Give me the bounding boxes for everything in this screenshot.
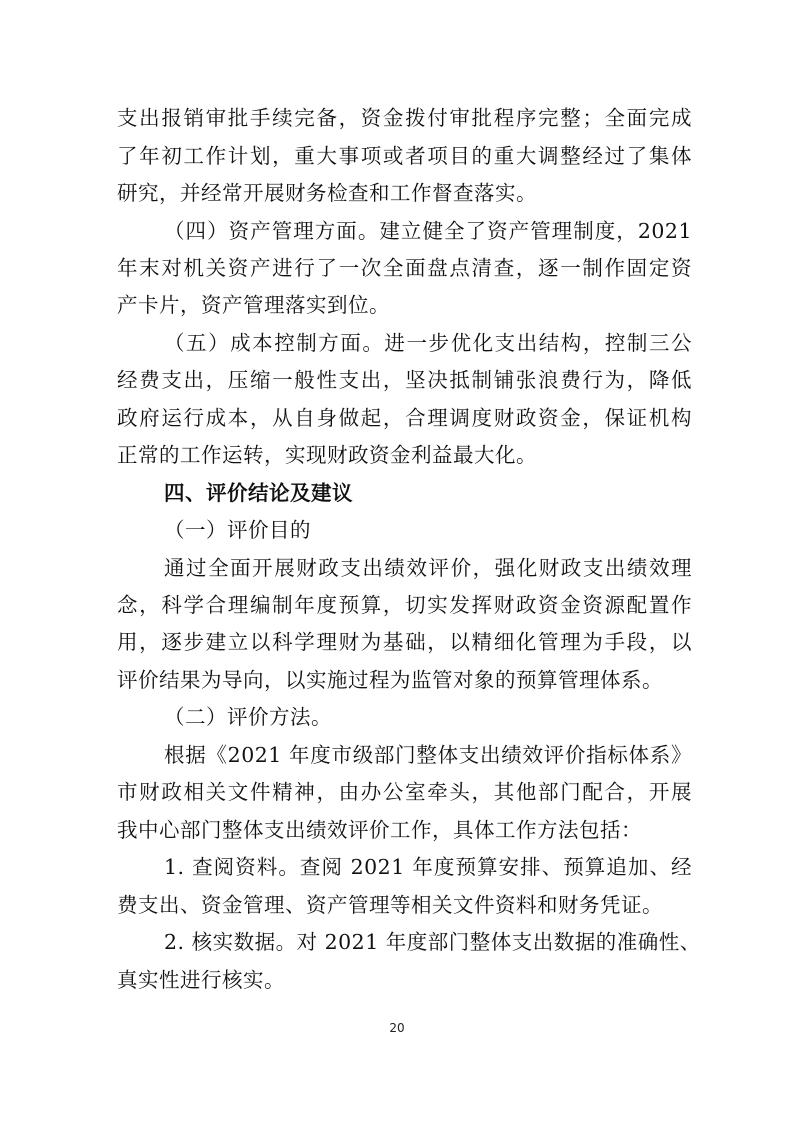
list-item-start: 2. 核实数据。对 2021 年度部门整体支出数据的准确性、 — [164, 930, 701, 954]
body-text-line: 费支出、资金管理、资产管理等相关文件资料和财务凭证。 — [117, 893, 663, 917]
body-text-line: 我中心部门整体支出绩效评价工作，具体工作方法包括： — [117, 818, 642, 842]
body-text-line: 念，科学合理编制年度预算，切实发挥财政资金资源配置作 — [117, 593, 692, 617]
body-text-line: 用，逐步建立以科学理财为基础，以精细化管理为手段，以 — [117, 630, 692, 654]
subsection-heading: （一）评价目的 — [164, 518, 311, 542]
body-text-line: 年末对机关资产进行了一次全面盘点清查，逐一制作固定资 — [117, 256, 692, 280]
body-text-line: 真实性进行核实。 — [117, 968, 285, 992]
body-text-line: 政府运行成本，从自身做起，合理调度财政资金，保证机构 — [117, 406, 692, 430]
body-text-line: 市财政相关文件精神，由办公室牵头，其他部门配合，开展 — [117, 780, 692, 804]
page-number: 20 — [389, 1021, 405, 1035]
section-paragraph-start: 通过全面开展财政支出绩效评价，强化财政支出绩效理 — [164, 556, 692, 580]
subsection-heading: （二）评价方法。 — [164, 705, 332, 729]
body-text-line: 评价结果为导向，以实施过程为监管对象的预算管理体系。 — [117, 668, 663, 692]
section-paragraph-start: （五）成本控制方面。进一步优化支出结构，控制三公 — [164, 331, 692, 355]
section-heading: 四、评价结论及建议 — [164, 481, 353, 505]
body-text-line: 研究，并经常开展财务检查和工作督查落实。 — [117, 181, 537, 205]
body-text-line: 了年初工作计划，重大事项或者项目的重大调整经过了集体 — [117, 144, 692, 168]
section-paragraph-start: （四）资产管理方面。建立健全了资产管理制度，2021 — [164, 219, 692, 243]
body-text-line: 经费支出，压缩一般性支出，坚决抵制铺张浪费行为，降低 — [117, 368, 692, 392]
list-item-start: 1. 查阅资料。查阅 2021 年度预算安排、预算追加、经 — [164, 855, 692, 879]
body-text-line: 产卡片，资产管理落实到位。 — [117, 293, 390, 317]
section-paragraph-start: 根据《2021 年度市级部门整体支出绩效评价指标体系》 — [164, 743, 692, 767]
body-text-line: 正常的工作运转，实现财政资金利益最大化。 — [117, 443, 537, 467]
body-text-line: 支出报销审批手续完备，资金拨付审批程序完整；全面完成 — [117, 106, 692, 130]
